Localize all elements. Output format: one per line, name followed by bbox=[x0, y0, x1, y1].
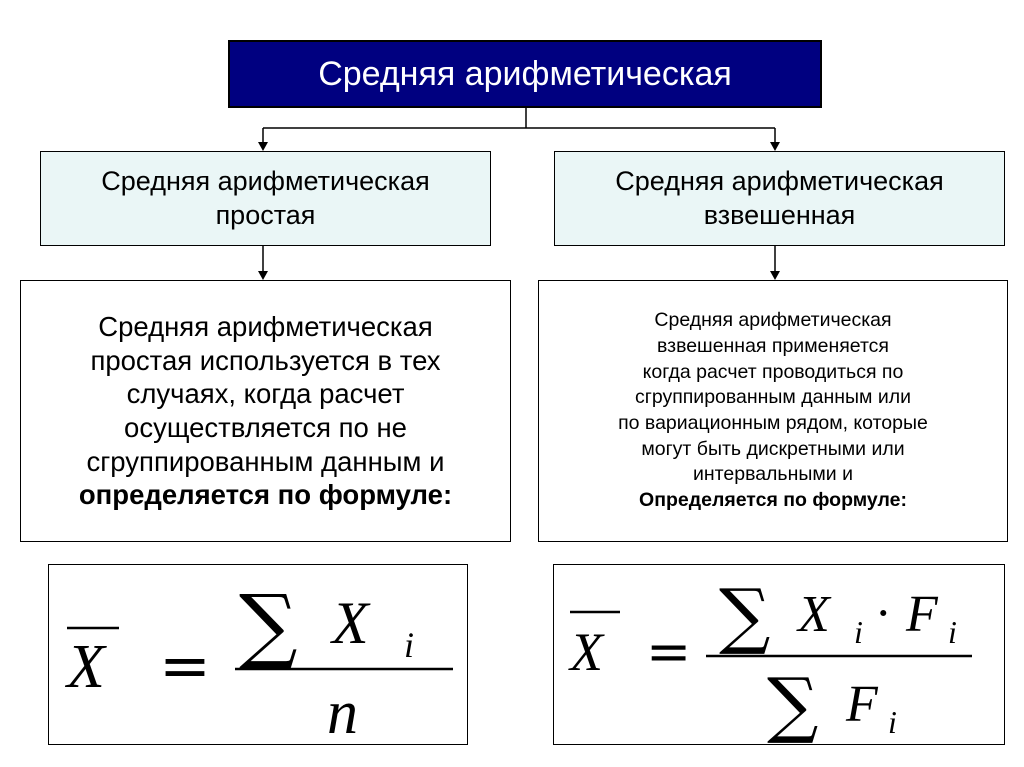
simple-mean-heading-line-2: простая bbox=[215, 199, 316, 230]
simple-desc-line-2: простая используется в тех bbox=[90, 344, 441, 376]
simple-mean-formula-svg bbox=[49, 565, 469, 746]
weighted-desc-line-4: сгруппированным данным или bbox=[634, 386, 912, 409]
simple-desc-line-4: осуществляется по не bbox=[124, 412, 407, 443]
simple-desc-line-3: случаях, когда расчет bbox=[126, 378, 405, 410]
weighted-mean-formula bbox=[553, 564, 1005, 745]
weighted-desc-line-5: по вариационным рядом, которые bbox=[618, 412, 928, 434]
denominator-sum-symbol: ∑ bbox=[767, 662, 819, 746]
simple-desc-line-5: сгруппированным данным и bbox=[86, 445, 445, 477]
weighted-desc-line-1: Средняя арифметическая bbox=[654, 309, 892, 332]
main-title bbox=[228, 40, 822, 108]
weighted-mean-formula-svg bbox=[554, 565, 1006, 746]
main-title-text: Средняя арифметическая bbox=[318, 54, 732, 93]
numerator-sum-symbol: ∑ bbox=[719, 573, 771, 657]
denominator-f-subscript-i: i bbox=[888, 704, 897, 740]
weighted-mean-heading-line-2: взвешенная bbox=[703, 199, 856, 230]
simple-mean-formula bbox=[48, 564, 468, 745]
weighted-desc-line-3: когда расчет проводиться по bbox=[642, 360, 904, 383]
numerator-x-subscript-i: i bbox=[854, 614, 863, 650]
equals-sign: = bbox=[159, 629, 211, 702]
multiplication-dot: · bbox=[876, 586, 891, 640]
mean-x-symbol: X bbox=[67, 633, 105, 701]
weighted-desc-line-2: взвешенная применяется bbox=[656, 334, 889, 357]
denominator-n: n bbox=[327, 679, 358, 746]
weighted-mean-x-symbol: X bbox=[570, 622, 603, 682]
simple-desc-line-1: Средняя арифметическая bbox=[98, 311, 433, 343]
numerator-x-symbol: X bbox=[332, 590, 369, 656]
simple-mean-heading-line-1: Средняя арифметическая bbox=[101, 165, 430, 196]
simple-desc-bold-line: определяется по формуле: bbox=[78, 479, 453, 511]
weighted-equals-sign: = bbox=[646, 620, 692, 683]
numerator-x-symbol: X bbox=[798, 586, 830, 643]
weighted-mean-description bbox=[538, 280, 1008, 542]
weighted-desc-line-7: интервальными и bbox=[693, 463, 853, 486]
weighted-mean-heading-line-1: Средняя арифметическая bbox=[615, 165, 944, 196]
numerator-f-symbol: F bbox=[906, 586, 938, 643]
numerator-subscript-i: i bbox=[404, 625, 415, 665]
numerator-f-subscript-i: i bbox=[948, 614, 957, 650]
weighted-mean-heading bbox=[554, 151, 1005, 246]
sum-symbol: ∑ bbox=[239, 578, 298, 673]
weighted-desc-bold-line: Определяется по формуле: bbox=[639, 489, 907, 512]
weighted-desc-line-6: могут быть дискретными или bbox=[641, 437, 905, 460]
simple-mean-heading bbox=[40, 151, 491, 246]
simple-mean-description bbox=[20, 280, 511, 542]
denominator-f-symbol: F bbox=[846, 676, 878, 733]
